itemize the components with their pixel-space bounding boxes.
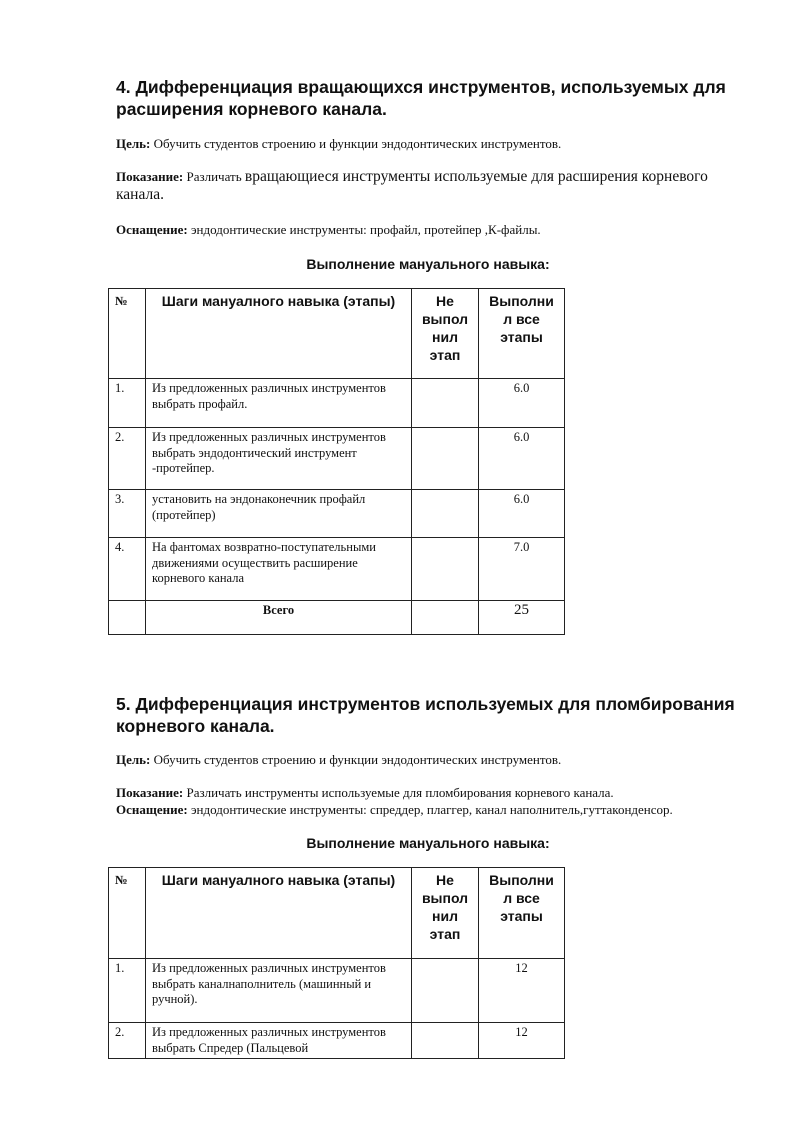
- table-row: [109, 428, 565, 490]
- indication-text: вращающиеся инструменты используемые для расширения корневого канала.: [116, 168, 708, 203]
- indication-label: Показание:: [116, 169, 184, 184]
- row-step: установить на эндонаконечник профайл (протейпер): [146, 490, 412, 538]
- section5-goal: [116, 751, 756, 769]
- section5-equipment: [116, 801, 756, 819]
- row-done: 12: [479, 1023, 565, 1059]
- row-not-done: [412, 428, 479, 490]
- col-steps-header: Шаги мануалного навыка (этапы): [146, 289, 412, 379]
- row-num: 2.: [109, 1023, 146, 1059]
- table-total-row: [109, 601, 565, 635]
- table-row: [109, 379, 565, 428]
- total-not-done-cell: [412, 601, 479, 635]
- equipment-label: Оснащение:: [116, 802, 188, 817]
- goal-text: Обучить студентов строению и функции эндодонтических инструментов.: [150, 136, 562, 151]
- goal-label: Цель:: [116, 752, 151, 767]
- section5-indication: [116, 784, 756, 802]
- table-header-row: [109, 868, 565, 959]
- equipment-text: эндодонтические инструменты: спреддер, плаггер, канал наполнитель,гуттаконденсор.: [187, 802, 673, 817]
- row-done: 6.0: [479, 379, 565, 428]
- row-num: 3.: [109, 490, 146, 538]
- section5-table-title: Выполнение мануального навыка:: [306, 835, 550, 851]
- row-not-done: [412, 379, 479, 428]
- col-not-done-header: Не выпол нил этап: [412, 868, 479, 959]
- row-done: 12: [479, 959, 565, 1023]
- section4-equipment: [116, 221, 756, 239]
- equipment-text: эндодонтические инструменты: профайл, протейпер ,К-файлы.: [187, 222, 541, 237]
- col-done-header: Выполни л все этапы: [479, 868, 565, 959]
- col-steps-header: Шаги мануалного навыка (этапы): [146, 868, 412, 959]
- row-num: 4.: [109, 538, 146, 601]
- row-step: Из предложенных различных инструментов выбрать профайл.: [146, 379, 412, 428]
- indication-text: Различать инструменты используемые для пломбирования корневого канала.: [183, 785, 614, 800]
- section5-heading: 5. Дифференциация инструментов используемых для пломбирования корневого канала.: [116, 694, 735, 736]
- row-not-done: [412, 538, 479, 601]
- indication-label: Показание:: [116, 785, 184, 800]
- row-done: 7.0: [479, 538, 565, 601]
- section4-indication: [116, 168, 756, 204]
- total-value: 25: [479, 601, 565, 635]
- row-step: Из предложенных различных инструментов выбрать эндодонтический инструмент -протейпер.: [146, 428, 412, 490]
- table-row: [109, 490, 565, 538]
- row-not-done: [412, 1023, 479, 1059]
- total-num-cell: [109, 601, 146, 635]
- table-header-row: [109, 289, 565, 379]
- row-step: Из предложенных различных инструментов выбрать Спредер (Пальцевой: [146, 1023, 412, 1059]
- row-not-done: [412, 959, 479, 1023]
- row-done: 6.0: [479, 490, 565, 538]
- row-num: 1.: [109, 959, 146, 1023]
- total-label: Всего: [146, 601, 412, 635]
- section4-heading: 4. Дифференциация вращающихся инструментов, используемых для расширения корневого канала.: [116, 77, 726, 119]
- col-num-header: №: [109, 289, 146, 379]
- row-step: На фантомах возвратно-поступательными движениями осуществить расширение корневого канала: [146, 538, 412, 601]
- goal-label: Цель:: [116, 136, 151, 151]
- table-row: [109, 538, 565, 601]
- section4-skills-table: [108, 288, 565, 635]
- equipment-label: Оснащение:: [116, 222, 188, 237]
- col-done-header: Выполни л все этапы: [479, 289, 565, 379]
- row-num: 1.: [109, 379, 146, 428]
- row-done: 6.0: [479, 428, 565, 490]
- col-num-header: №: [109, 868, 146, 959]
- row-step: Из предложенных различных инструментов выбрать каналнаполнитель (машинный и ручной).: [146, 959, 412, 1023]
- row-not-done: [412, 490, 479, 538]
- table-row: [109, 959, 565, 1023]
- table-row: [109, 1023, 565, 1059]
- section5-skills-table: [108, 867, 565, 1059]
- goal-text: Обучить студентов строению и функции эндодонтических инструментов.: [150, 752, 562, 767]
- row-num: 2.: [109, 428, 146, 490]
- section4-table-title: Выполнение мануального навыка:: [306, 256, 550, 272]
- indication-text-small: Различать: [183, 169, 245, 184]
- section4-goal: [116, 135, 756, 153]
- col-not-done-header: Не выпол нил этап: [412, 289, 479, 379]
